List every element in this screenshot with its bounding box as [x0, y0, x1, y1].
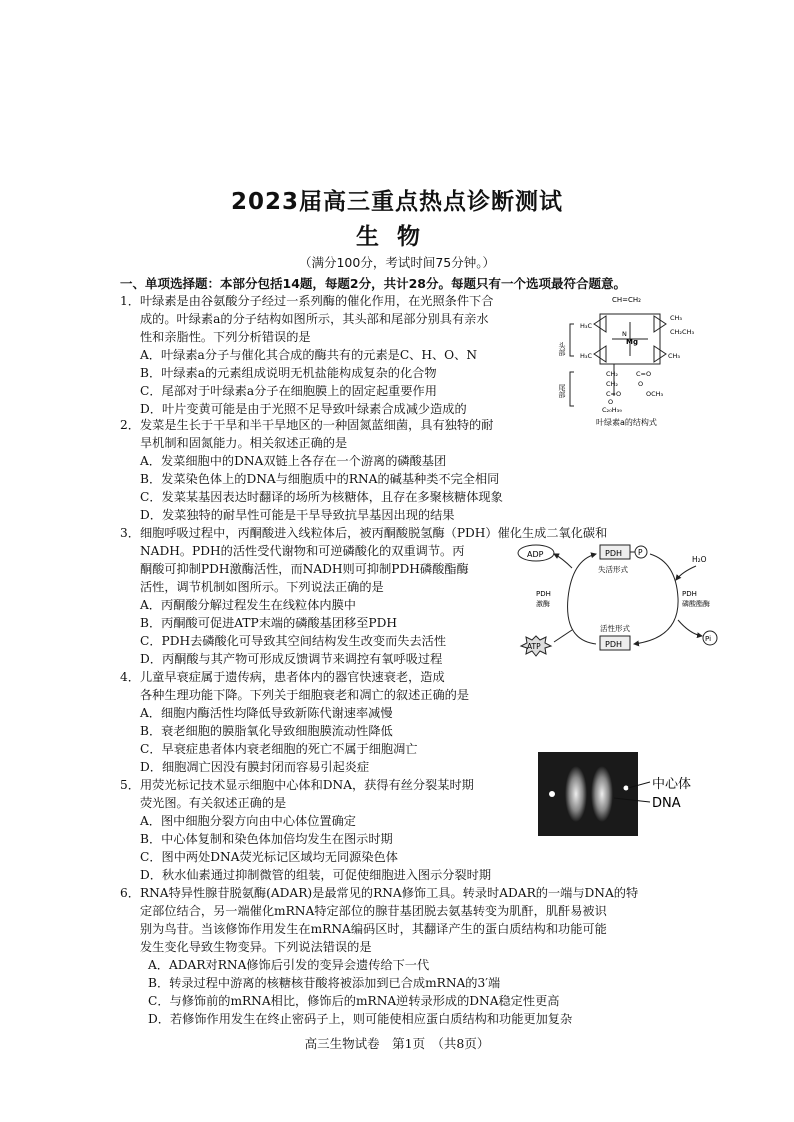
q1-stem-line: 1．叶绿素是由谷氨酸分子经过一系列酶的催化作用，在光照条件下合: [120, 294, 494, 308]
water-label: H₂O: [692, 555, 707, 564]
atp-label: ATP: [527, 642, 541, 651]
adp-label: ADP: [527, 550, 544, 559]
q3-option-d: D．丙酮酸与其产物可形成反馈调节来调控有氧呼吸过程: [140, 652, 443, 666]
chl-group: N: [622, 330, 627, 338]
chl-group: CH₂CH₃: [670, 328, 695, 336]
head-label: 头部: [558, 342, 566, 356]
q5-option-c: C．图中两处DNA荧光标记区域均无同源染色体: [140, 850, 398, 864]
chl-group: C=O: [606, 390, 622, 398]
inactive-form-label: 失活形式: [598, 565, 628, 574]
kinase-label-1: PDH: [536, 590, 551, 598]
kinase-label-2: 激酶: [536, 600, 550, 608]
q2-option-a: A．发菜细胞中的DNA双链上各存在一个游离的磷酸基团: [140, 454, 447, 468]
pdh-active-label: PDH: [605, 640, 622, 649]
q4-option-c: C．早衰症患者体内衰老细胞的死亡不属于细胞凋亡: [140, 742, 418, 756]
q2-stem-line: 2．发菜是生长于干旱和半干旱地区的一种固氮蓝细菌，具有独特的耐: [120, 418, 494, 432]
page-footer: 高三生物试卷 第1页 （共8页）: [304, 1036, 490, 1051]
q3-stem-line: 活性，调节机制如图所示。下列说法正确的是: [140, 580, 384, 594]
q1-stem-line: 性和亲脂性。下列分析错误的是: [140, 330, 311, 344]
q1-stem-line: 成的。叶绿素a的分子结构如图所示，其头部和尾部分别具有亲水: [140, 312, 489, 326]
chl-group: Mg: [626, 338, 638, 346]
q6-stem-line: 6．RNA特异性腺苷脱氨酶(ADAR)是最常见的RNA修饰工具。转录时ADAR的一端与DNA的特: [120, 886, 639, 900]
q6-option-b: B．转录过程中游离的核糖核苷酸将被添加到已合成mRNA的3′端: [148, 976, 501, 990]
q6-option-a: A．ADAR对RNA修饰后引发的变异会遗传给下一代: [148, 958, 430, 972]
chl-group: H₃C: [580, 322, 593, 330]
chl-group: O: [638, 380, 644, 388]
q4-option-b: B．衰老细胞的膜脂氧化导致细胞膜流动性降低: [140, 724, 393, 738]
q3-option-b: B．丙酮酸可促进ATP末端的磷酸基团移至PDH: [140, 616, 398, 630]
chl-group: C=O: [636, 370, 652, 378]
chl-group: CH₃: [668, 352, 681, 360]
phosphatase-label-1: PDH: [682, 590, 697, 598]
centrosome-label: 中心体: [652, 777, 692, 792]
q3-option-a: A．丙酮酸分解过程发生在线粒体内膜中: [140, 598, 356, 612]
subject-title: 生物: [356, 224, 438, 250]
centrosome-left: [549, 791, 555, 797]
q1-option-a: A．叶绿素a分子与催化其合成的酶共有的元素是C、H、O、N: [140, 348, 477, 362]
q4-option-a: A．细胞内酶活性均降低导致新陈代谢速率减慢: [140, 706, 393, 720]
q3-option-c: C．PDH去磷酸化可导致其空间结构发生改变而失去活性: [140, 634, 447, 648]
q6-stem-line: 别为鸟苷。当该修饰作用发生在mRNA编码区时，其翻译产生的蛋白质结构和功能可能: [140, 922, 607, 936]
phosphate-label: P: [638, 548, 643, 557]
q3-stem-line: NADH。PDH的活性受代谢物和可逆磷酸化的双重调节。丙: [140, 544, 465, 558]
q5-option-d: D．秋水仙素通过抑制微管的组装，可促使细胞进入图示分裂时期: [140, 868, 492, 882]
fluorescence-micrograph: [538, 752, 718, 838]
pdh-regulation-figure: [510, 540, 726, 660]
active-form-label: 活性形式: [600, 624, 630, 633]
section-heading: 一、单项选择题：本部分包括14题，每题2分，共计28分。每题只有一个选项最符合题意。: [120, 276, 626, 291]
chl-group: CH=CH₂: [612, 296, 641, 304]
chlorophyll-structure-figure: [558, 292, 700, 428]
q4-option-d: D．细胞凋亡因没有膜封闭而容易引起炎症: [140, 760, 370, 774]
q1-option-d: D．叶片变黄可能是由于光照不足导致叶绿素合成减少造成的: [140, 402, 467, 416]
dna-region-right: [591, 766, 613, 822]
exam-note: （满分100分，考试时间75分钟。）: [298, 255, 495, 270]
chl-group: CH₂: [606, 370, 619, 378]
q3-stem-line: 3．细胞呼吸过程中，丙酮酸进入线粒体后，被丙酮酸脱氢酶（PDH）催化生成二氧化碳和: [120, 526, 608, 540]
q4-stem-line: 各种生理功能下降。下列关于细胞衰老和凋亡的叙述正确的是: [140, 688, 470, 702]
q4-stem-line: 4．儿童早衰症属于遗传病，患者体内的器官快速衰老，造成: [120, 670, 445, 684]
q6-option-c: C．与修饰前的mRNA相比，修饰后的mRNA逆转录形成的DNA稳定性更高: [148, 994, 560, 1008]
page-title: 2023届高三重点热点诊断测试: [230, 189, 563, 215]
q1-option-c: C．尾部对于叶绿素a分子在细胞膜上的固定起重要作用: [140, 384, 437, 398]
q2-option-c: C．发菜某基因表达时翻译的场所为核糖体，且存在多聚核糖体现象: [140, 490, 503, 504]
tail-label: 尾部: [558, 384, 566, 398]
q3-stem-line: 酮酸可抑制PDH激酶活性，而NADH则可抑制PDH磷酸酯酶: [140, 562, 469, 576]
chl-group: C₂₀H₃₉: [602, 406, 622, 414]
q5-option-b: B．中心体复制和染色体加倍均发生在图示时期: [140, 832, 393, 846]
q6-stem-line: 定部位结合，另一端催化mRNA特定部位的腺苷基团脱去氨基转变为肌酐，肌酐易被识: [140, 904, 607, 918]
q1-option-b: B．叶绿素a的元素组成说明无机盐能构成复杂的化合物: [140, 366, 437, 380]
centrosome-right: [624, 786, 629, 791]
q5-stem-line: 5．用荧光标记技术显示细胞中心体和DNA，获得有丝分裂某时期: [120, 778, 474, 792]
chl-group: CH₂: [606, 380, 619, 388]
pi-label: Pi: [705, 635, 712, 643]
q6-option-d: D．若修饰作用发生在终止密码子上，则可能使相应蛋白质结构和功能更加复杂: [148, 1012, 573, 1026]
q5-stem-line: 荧光图。有关叙述正确的是: [140, 796, 287, 810]
pdh-inactive-label: PDH: [605, 549, 622, 558]
dna-label: DNA: [652, 796, 681, 811]
chl-group: OCH₃: [646, 390, 664, 398]
q5-option-a: A．图中细胞分裂方向由中心体位置确定: [140, 814, 356, 828]
chl-group: O: [608, 398, 614, 406]
chl-group: CH₃: [670, 314, 683, 322]
q6-stem-line: 发生变化导致生物变异。下列说法错误的是: [140, 940, 372, 954]
q2-option-b: B．发菜染色体上的DNA与细胞质中的RNA的碱基种类不完全相同: [140, 472, 500, 486]
chlorophyll-caption: 叶绿素a的结构式: [596, 418, 657, 427]
dna-region-left: [565, 766, 587, 822]
phosphatase-label-2: 磷酸酯酶: [682, 600, 710, 608]
q2-stem-line: 旱机制和固氮能力。相关叙述正确的是: [140, 436, 348, 450]
chl-group: H₃C: [580, 352, 593, 360]
q2-option-d: D．发菜独特的耐旱性可能是干旱导致抗旱基因出现的结果: [140, 508, 455, 522]
